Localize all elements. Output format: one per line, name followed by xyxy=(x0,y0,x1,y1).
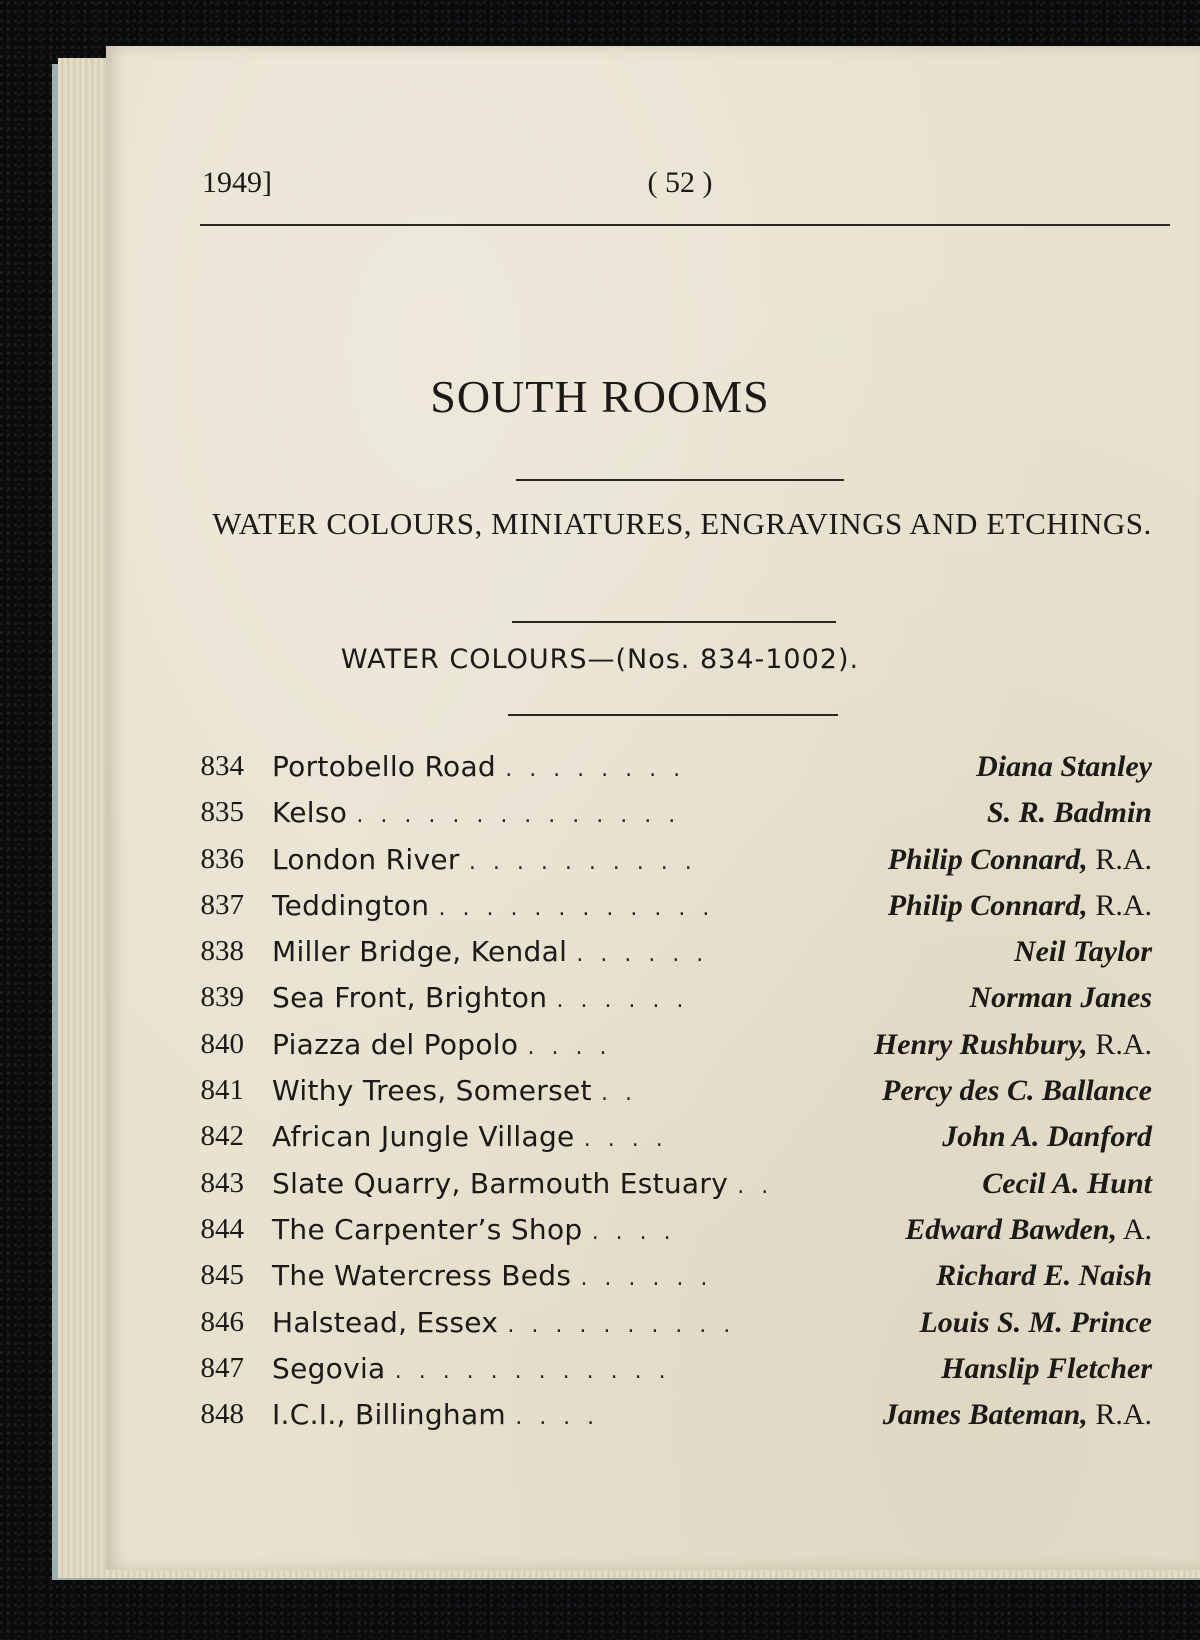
page-title: SOUTH ROOMS xyxy=(430,371,770,422)
entry-title: Sea Front, Brighton . . . . . . xyxy=(272,981,689,1015)
entry-artist: Norman Janes xyxy=(969,981,1152,1015)
entry-artist: Henry Rushbury, R.A. xyxy=(873,1027,1152,1061)
catalogue-entry xyxy=(0,1028,1200,1074)
entry-artist: Diana Stanley xyxy=(976,750,1152,783)
header-rule xyxy=(200,224,1170,226)
catalogue-entry xyxy=(0,935,1200,981)
dot-leader: . . xyxy=(601,1081,637,1107)
dot-leader: . . . . . . . . . . xyxy=(507,1312,736,1338)
entry-title: Piazza del Popolo . . . . xyxy=(272,1027,612,1061)
catalogue-entry xyxy=(0,1074,1200,1120)
dot-leader: . . . . . . . . . . . . xyxy=(438,895,715,921)
entry-number: 844 xyxy=(200,1212,244,1245)
dot-leader: . . . . . . . . xyxy=(505,757,686,782)
entry-title: Portobello Road . . . . . . . . xyxy=(272,750,686,783)
catalogue-entry xyxy=(0,843,1200,889)
entry-artist: Philip Connard, R.A. xyxy=(887,888,1152,922)
entry-artist: Hanslip Fletcher xyxy=(941,1351,1152,1385)
catalogue-entry xyxy=(0,1259,1200,1305)
entry-artist: Percy des C. Ballance xyxy=(882,1074,1152,1108)
catalogue-list xyxy=(0,750,1200,1444)
artist-honour: R.A. xyxy=(1095,1398,1152,1432)
dot-leader: . . . . . . xyxy=(580,1266,713,1292)
entry-title: Kelso . . . . . . . . . . . . . . xyxy=(272,796,681,830)
dot-leader: . . . . . . . . . . xyxy=(468,849,697,875)
entry-number: 838 xyxy=(200,935,244,968)
entry-title: Miller Bridge, Kendal . . . . . . xyxy=(272,935,709,969)
catalogue-entry xyxy=(0,1352,1200,1398)
dot-leader: . . . . xyxy=(527,1034,612,1060)
artist-honour: R.A. xyxy=(1095,888,1152,922)
entry-title: Segovia . . . . . . . . . . . . xyxy=(272,1351,671,1385)
entry-title: Withy Trees, Somerset . . xyxy=(272,1074,637,1108)
entry-artist: Philip Connard, R.A. xyxy=(887,842,1152,876)
entry-title: I.C.I., Billingham . . . . xyxy=(272,1398,600,1432)
entry-title: The Carpenter’s Shop . . . . xyxy=(272,1212,676,1246)
dot-leader: . . . . xyxy=(591,1219,676,1245)
catalogue-entry xyxy=(0,750,1200,796)
entry-artist: Cecil A. Hunt xyxy=(982,1166,1152,1200)
dot-leader: . . . . xyxy=(583,1127,668,1153)
entry-artist: Neil Taylor xyxy=(1013,935,1152,969)
section-subtitle: WATER COLOURS, MINIATURES, ENGRAVINGS AND ETCHINGS. xyxy=(212,506,1152,541)
section-heading: WATER COLOURS—(Nos. 834-1002). xyxy=(340,644,860,675)
entry-number: 846 xyxy=(200,1305,244,1338)
dot-leader: . . . . xyxy=(515,1405,600,1431)
catalogue-entry xyxy=(0,1398,1200,1444)
entry-artist: Richard E. Naish xyxy=(936,1259,1152,1293)
dot-leader: . . . . . . xyxy=(556,988,689,1014)
artist-honour: R.A. xyxy=(1095,842,1152,876)
entry-artist: John A. Danford xyxy=(942,1120,1152,1154)
entry-artist: Edward Bawden, A. xyxy=(905,1212,1152,1246)
entry-number: 842 xyxy=(200,1120,244,1153)
artist-honour: A. xyxy=(1122,1212,1152,1246)
entry-title: Slate Quarry, Barmouth Estuary . . xyxy=(272,1166,774,1200)
entry-number: 843 xyxy=(200,1166,244,1199)
entry-number: 836 xyxy=(200,842,244,875)
catalogue-entry xyxy=(0,1167,1200,1213)
dot-leader: . . . . . . . . . . . . . . xyxy=(356,803,681,829)
dot-leader: . . . . . . xyxy=(576,942,709,968)
dot-leader: . . xyxy=(737,1173,774,1199)
entry-number: 840 xyxy=(200,1027,244,1060)
entry-number: 841 xyxy=(200,1074,244,1107)
entry-artist: S. R. Badmin xyxy=(986,796,1152,830)
entry-number: 835 xyxy=(200,796,244,829)
entry-title: The Watercress Beds . . . . . . xyxy=(272,1259,713,1293)
catalogue-entry xyxy=(0,981,1200,1027)
entry-number: 834 xyxy=(200,750,244,782)
catalogue-entry xyxy=(0,796,1200,842)
entry-artist: Louis S. M. Prince xyxy=(919,1305,1152,1339)
entry-number: 847 xyxy=(200,1351,244,1384)
subtitle-rule xyxy=(512,621,836,623)
entry-title: Teddington . . . . . . . . . . . . xyxy=(272,888,715,922)
catalogue-entry xyxy=(0,1306,1200,1352)
section-rule xyxy=(508,714,838,716)
entry-title: Halstead, Essex . . . . . . . . . . xyxy=(272,1305,736,1339)
page-number: ( 52 ) xyxy=(647,166,713,199)
running-head-year: 1949] xyxy=(202,166,272,199)
entry-number: 839 xyxy=(200,981,244,1014)
entry-number: 848 xyxy=(200,1398,244,1431)
entry-number: 837 xyxy=(200,888,244,921)
entry-artist: James Bateman, R.A. xyxy=(882,1398,1152,1432)
dot-leader: . . . . . . . . . . . . xyxy=(394,1358,671,1384)
catalogue-entry xyxy=(0,1120,1200,1166)
entry-number: 845 xyxy=(200,1259,244,1292)
catalogue-entry xyxy=(0,889,1200,935)
entry-title: African Jungle Village . . . . xyxy=(272,1120,668,1154)
artist-honour: R.A. xyxy=(1095,1027,1152,1061)
catalogue-entry xyxy=(0,1213,1200,1259)
entry-title: London River . . . . . . . . . . xyxy=(272,842,697,876)
title-rule xyxy=(516,479,844,481)
